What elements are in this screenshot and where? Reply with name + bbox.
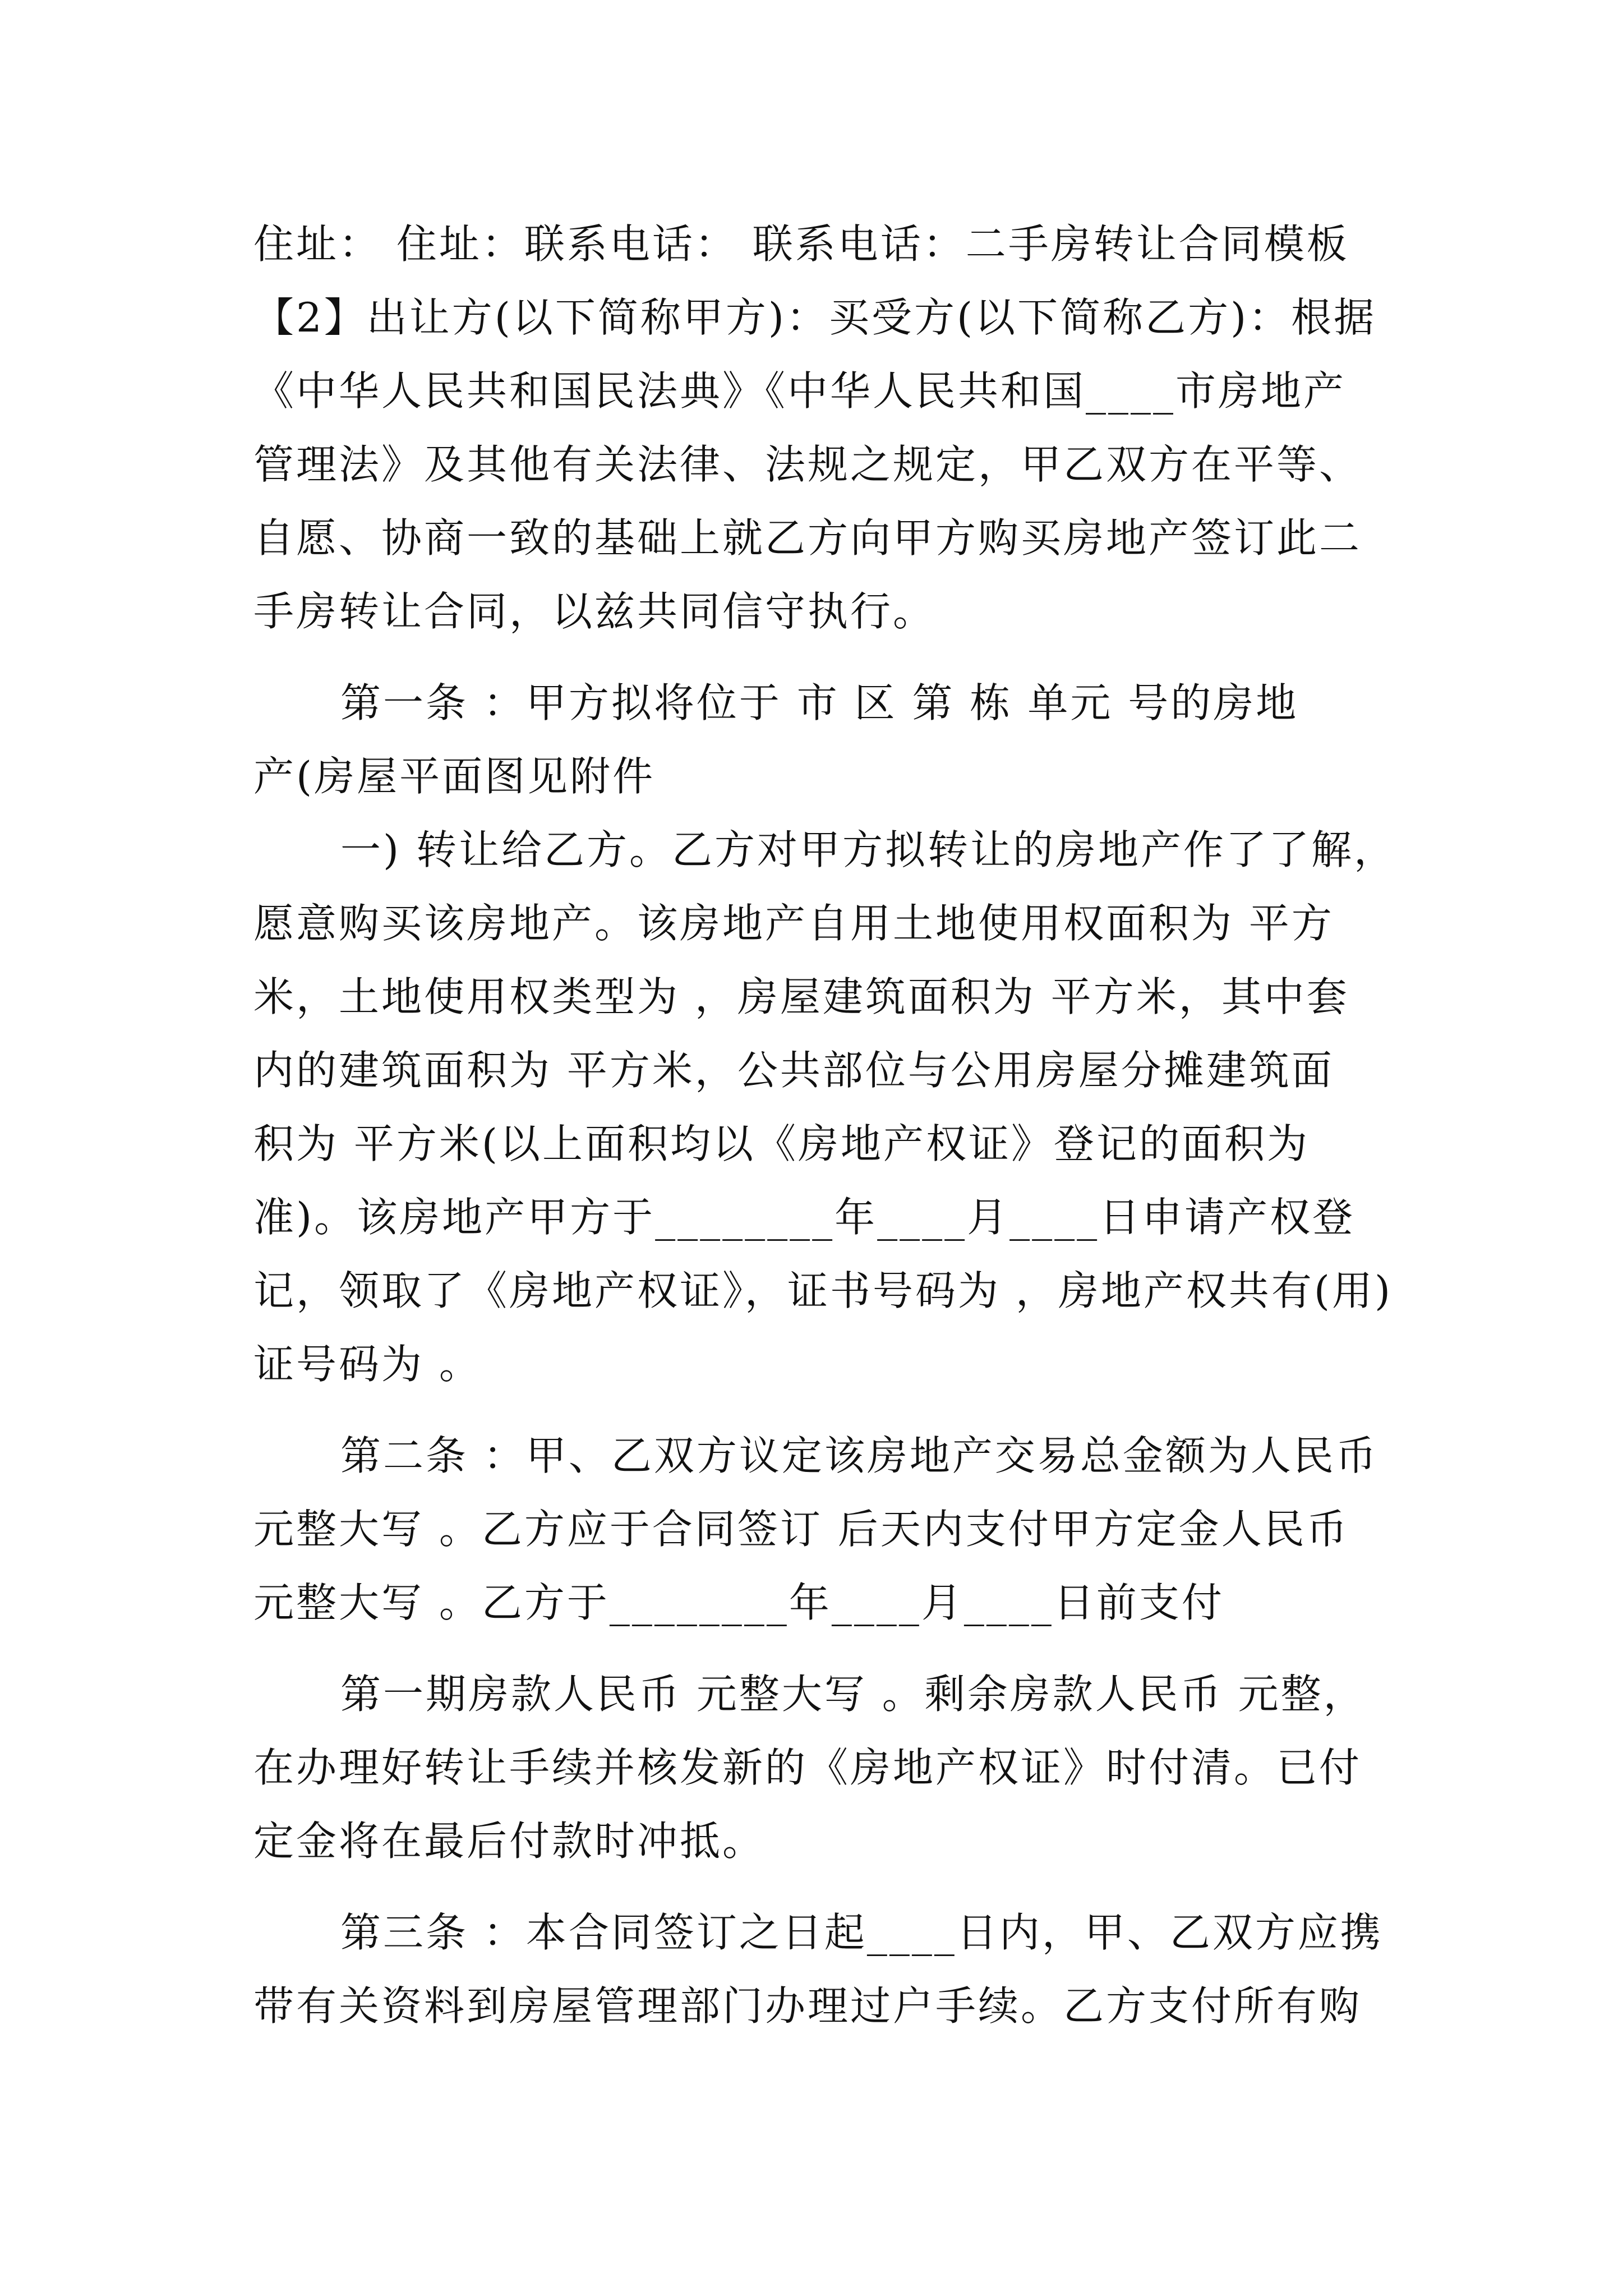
- text-line: 愿意购买该房地产。该房地产自用土地使用权面积为 平方: [253, 900, 1334, 947]
- text-line: 带有关资料到房屋管理部门办理过户手续。乙方支付所有购: [253, 1982, 1362, 2030]
- text-line: 准)。该房地产甲方于________年____月____日申请产权登: [253, 1194, 1355, 1241]
- text-line: 【2】出让方(以下简称甲方)：买受方(以下简称乙方)：根据: [253, 294, 1377, 341]
- text-line: 一) 转让给乙方。乙方对甲方拟转让的房地产作了了解，: [340, 826, 1396, 873]
- text-line: 积为 平方米(以上面积均以《房地产权证》登记的面积为: [253, 1120, 1310, 1167]
- text-line: 自愿、协商一致的基础上就乙方向甲方购买房地产签订此二: [253, 514, 1362, 562]
- text-line: 管理法》及其他有关法律、法规之规定，甲乙双方在平等、: [253, 441, 1362, 488]
- text-line: 定金将在最后付款时冲抵。: [253, 1818, 766, 1865]
- text-line: 第一期房款人民币 元整大写 。剩余房款人民币 元整，: [340, 1671, 1366, 1718]
- text-line: 手房转让合同，以兹共同信守执行。: [253, 588, 936, 635]
- text-line: 元整大写 。乙方应于合同签订 后天内支付甲方定金人民币: [253, 1506, 1349, 1553]
- article-2-heading-line: 第二条 ：甲、乙双方议定该房地产交易总金额为人民币: [340, 1432, 1378, 1479]
- text-line: 米，土地使用权类型为 ，房屋建筑面积为 平方米，其中套: [253, 973, 1349, 1020]
- text-line: 《中华人民共和国民法典》《中华人民共和国____市房地产: [253, 367, 1347, 415]
- text-line: 产(房屋平面图见附件: [253, 753, 656, 800]
- text-line: 证号码为 。: [253, 1341, 482, 1388]
- article-1-heading-line: 第一条 ：甲方拟将位于 市 区 第 栋 单元 号的房地: [340, 679, 1299, 726]
- text-line: 住址： 住址：联系电话： 联系电话：二手房转让合同模板: [253, 220, 1349, 268]
- text-line: 在办理好转让手续并核发新的《房地产权证》时付清。已付: [253, 1744, 1362, 1791]
- text-line: 内的建筑面积为 平方米，公共部位与公用房屋分摊建筑面: [253, 1047, 1334, 1094]
- article-3-heading-line: 第三条 ：本合同签订之日起____日内，甲、乙双方应携: [340, 1909, 1383, 1956]
- text-line: 记，领取了《房地产权证》，证书号码为 ，房地产权共有(用): [253, 1267, 1393, 1314]
- text-line: 元整大写 。乙方于________年____月____日前支付: [253, 1579, 1224, 1626]
- document-body: [253, 208, 1396, 2043]
